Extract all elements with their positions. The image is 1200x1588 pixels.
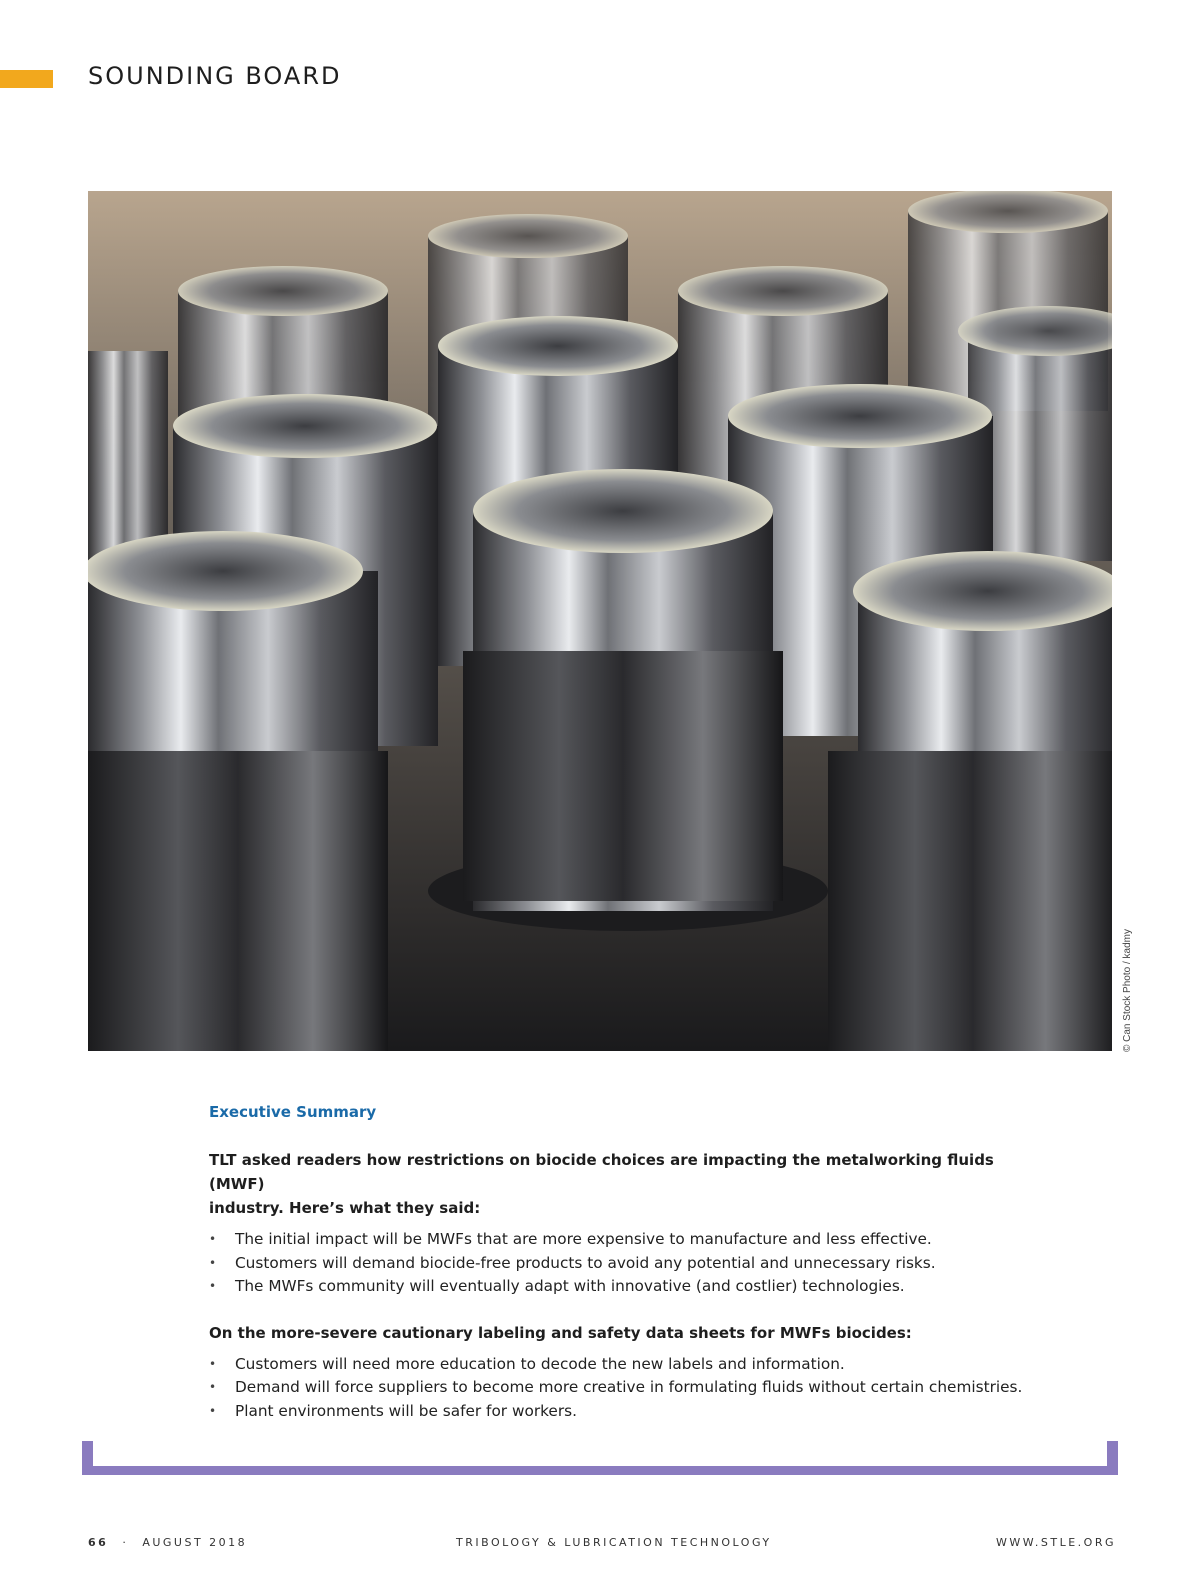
list-item-text: Customers will need more education to decode the new labels and information. xyxy=(235,1354,845,1373)
list-item xyxy=(209,1228,1029,1252)
bullet-icon: • xyxy=(209,1255,217,1270)
publication-name: TRIBOLOGY & LUBRICATION TECHNOLOGY xyxy=(456,1536,772,1549)
section-accent-bar xyxy=(0,70,53,88)
list-item xyxy=(209,1400,1029,1424)
footer-left xyxy=(88,1536,247,1549)
list-item-text: The MWFs community will eventually adapt with innovative (and costlier) technologies. xyxy=(235,1277,905,1295)
page-number: 66 xyxy=(88,1536,109,1549)
footer-separator: · xyxy=(122,1536,129,1549)
list-item-text: The initial impact will be MWFs that are more expensive to manufacture and less effective. xyxy=(235,1230,932,1248)
bullet-icon: • xyxy=(209,1232,217,1246)
hero-photo xyxy=(88,191,1112,1051)
issue-date: AUGUST 2018 xyxy=(142,1536,248,1549)
bullet-icon: • xyxy=(209,1403,217,1418)
bullet-icon: • xyxy=(209,1356,217,1371)
summary-lead-2: On the more-severe cautionary labeling and safety data sheets for MWFs biocides: xyxy=(209,1323,912,1342)
list-item xyxy=(209,1275,1029,1299)
bullet-list-2 xyxy=(209,1353,1029,1424)
summary-lead-1 xyxy=(209,1148,1029,1220)
executive-summary xyxy=(209,1103,1029,1445)
bullet-list-1 xyxy=(209,1228,1029,1299)
bullet-icon: • xyxy=(209,1380,217,1394)
list-item xyxy=(209,1376,1029,1400)
summary-heading: Executive Summary xyxy=(209,1103,377,1121)
lead-1-line-1: TLT asked readers how restrictions on biocide choices are impacting the metalworking fluids (MWF) xyxy=(209,1151,994,1193)
list-item xyxy=(209,1252,1029,1276)
photo-credit: © Can Stock Photo / kadmy xyxy=(1122,929,1133,1052)
list-item-text: Plant environments will be safer for workers. xyxy=(235,1401,577,1420)
lead-1-line-2: industry. Here’s what they said: xyxy=(209,1199,481,1217)
list-item xyxy=(209,1353,1029,1377)
list-item-text: Customers will demand biocide-free products to avoid any potential and unnecessary risks. xyxy=(235,1253,936,1272)
summary-bracket-divider xyxy=(82,1441,1118,1475)
section-title: SOUNDING BOARD xyxy=(88,62,342,90)
list-item-text: Demand will force suppliers to become more creative in formulating fluids without certain chemistries. xyxy=(235,1378,1023,1396)
website-link[interactable]: WWW.STLE.ORG xyxy=(996,1536,1116,1549)
bullet-icon: • xyxy=(209,1279,217,1293)
